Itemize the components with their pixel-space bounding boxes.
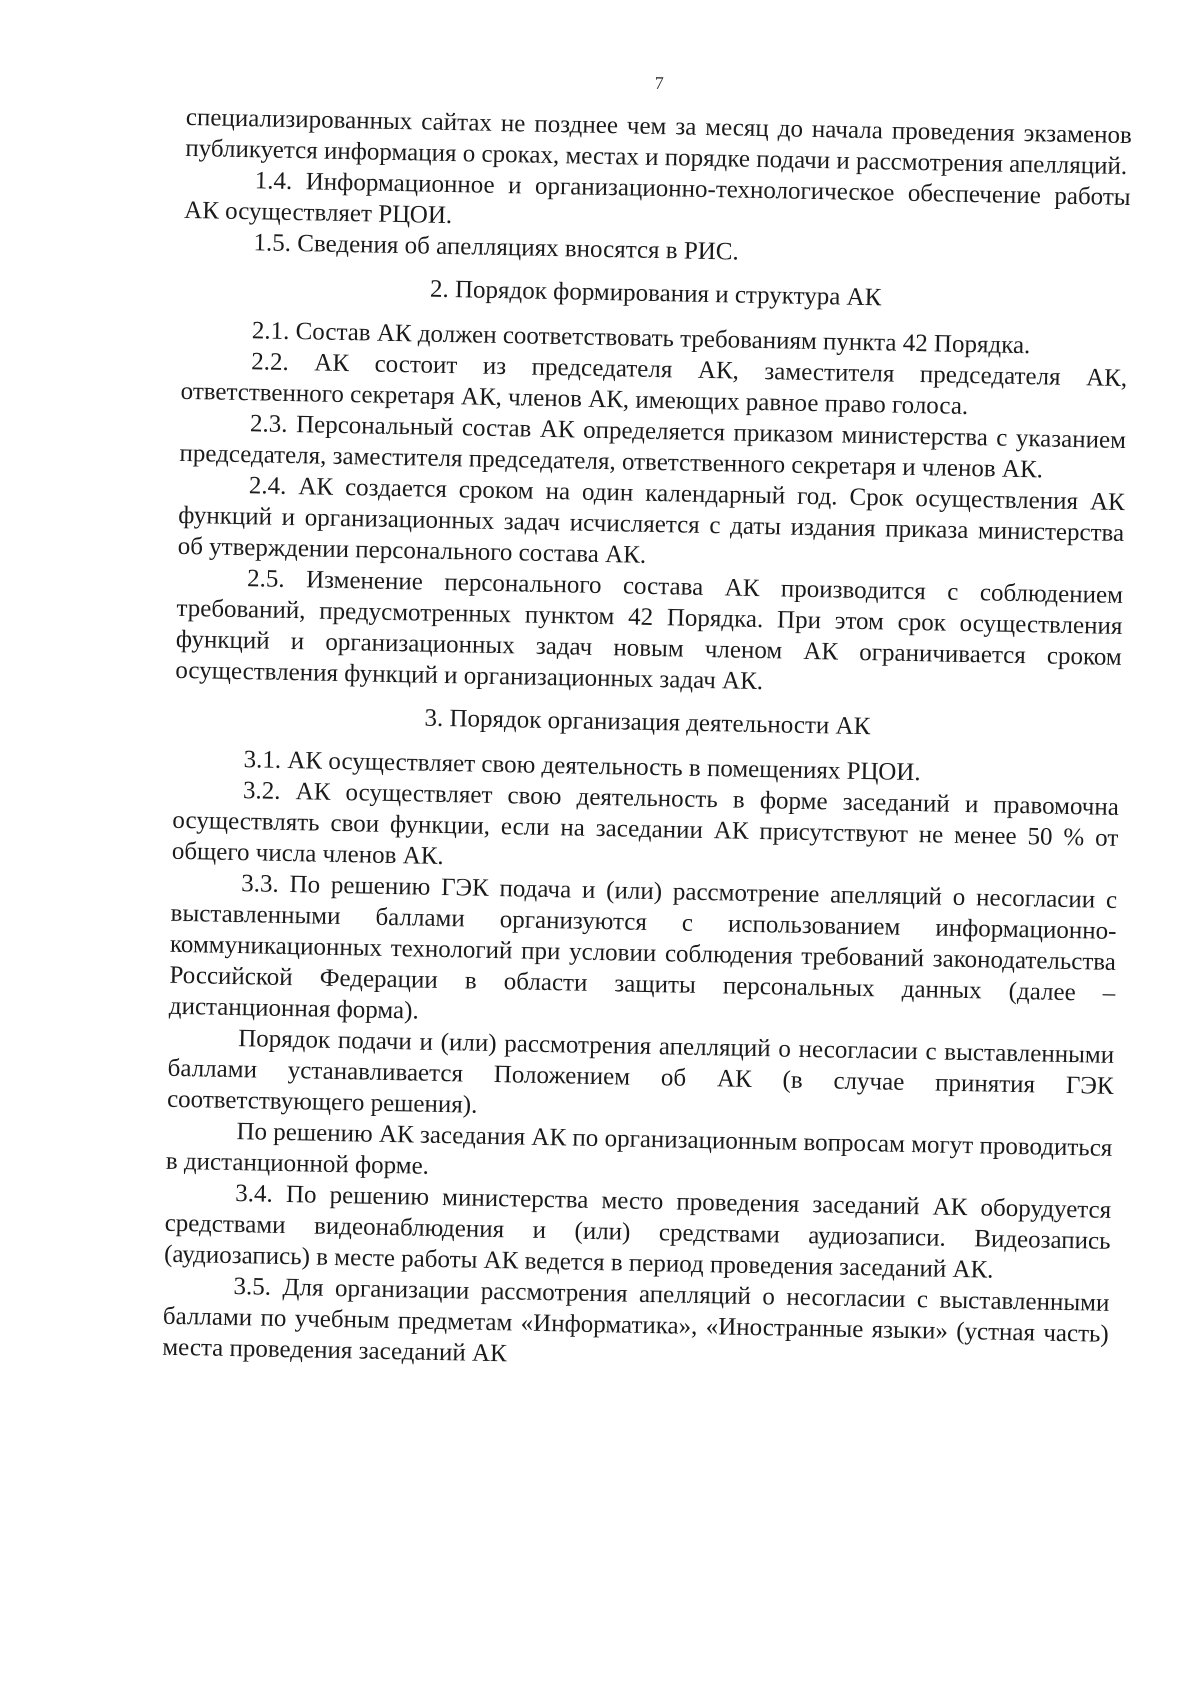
paragraph-3-4: 3.4. По решению министерства место проведения заседаний АК оборудуется средствами видеонаблюдения и (или) средствами аудиозаписи. Видеозапись (аудиозапись) в месте работы АК ведется в период проведения заседаний АК. (163, 1180, 1112, 1284)
paragraph-3-1: 3.1. АК осуществляет свою деятельность в помещениях РЦОИ. (243, 746, 921, 787)
paragraph-3-2: 3.2. АК осуществляет свою деятельность в форме заседаний и правомочна осуществлять свои функции, если на заседании АК присутствуют не менее 50 % от общего числа членов АК. (171, 777, 1120, 870)
paragraph-2-3: 2.3. Персональный состав АК определяется приказом министерства с указанием председателя, заместителя председателя, ответственного секретаря и членов АК. (179, 410, 1127, 484)
paragraph-3-5: 3.5. Для организации рассмотрения апелляций о несогласии с выставленными баллами по учебным предметам «Информатика», «Иностранные языки» (устная часть) места проведения заседаний АК (162, 1273, 1110, 1368)
paragraph-2-4: 2.4. АК создается сроком на один календарный год. Срок осуществления АК функций и организационных задач исчисляется с даты издания приказа министерства об утверждении персонального состава АК. (177, 472, 1125, 569)
section-heading-3: 3. Порядок организация деятельности АК (424, 704, 871, 741)
paragraph-1-4: 1.4. Информационное и организационно-технологическое обеспечение работы АК осуществляет РЦОИ. (183, 167, 1131, 230)
paragraph-3-3-remote: По решению АК заседания АК по организационным вопросам могут проводиться в дистанционной форме. (165, 1118, 1113, 1180)
paragraph-2-1: 2.1. Состав АК должен соответствовать требованиям пункта 42 Порядка. (251, 317, 1031, 360)
paragraph-1-5: 1.5. Сведения об апелляциях вносятся в РИС. (253, 229, 739, 266)
paragraph-2-5: 2.5. Изменение персонального состава АК производится с соблюдением требований, предусмотренных пунктом 42 Порядка. При этом срок осуществления функций и организационных задач новым членом АК ограничивается сроком осуществления функций и организационных задач АК. (175, 565, 1124, 696)
section-heading-2: 2. Порядок формирования и структура АК (429, 275, 882, 312)
paragraph-2-2: 2.2. АК состоит из председателя АК, заместителя председателя АК, ответственного секретаря АК, членов АК, имеющих равное право голоса. (180, 348, 1128, 420)
page-number: 7 (654, 72, 664, 94)
document-body (162, 102, 1132, 1381)
paragraph-3-3: 3.3. По решению ГЭК подача и (или) рассмотрение апелляций о несогласии с выставленными баллами организуются с использованием информационно-коммуникационных технологий при условии соблюдения требований законодательства Российской Федерации в области защиты персональных данных (далее – дистанционная форма). (168, 870, 1118, 1025)
paragraph-continuation: специализированных сайтах не позднее чем за месяц до начала проведения экзаменов публикуется информация о сроках, местах и порядке подачи и рассмотрения апелляций. (185, 103, 1133, 180)
paragraph-3-3-procedure: Порядок подачи и (или) рассмотрения апелляций о несогласии с выставленными баллами устанавливается Положением об АК (в случае принятия ГЭК соответствующего решения). (166, 1025, 1115, 1119)
